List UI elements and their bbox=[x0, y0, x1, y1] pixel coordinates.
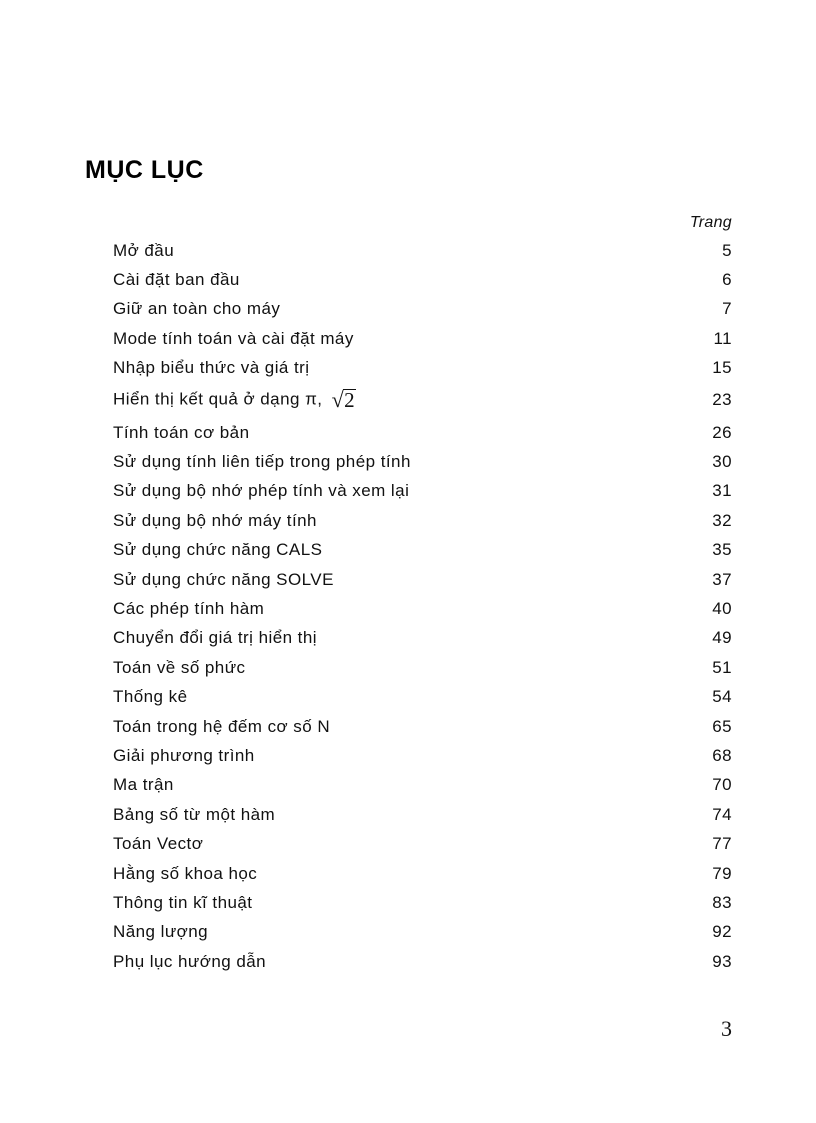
toc-entry-page: 74 bbox=[712, 804, 732, 824]
toc-entry bbox=[113, 594, 732, 623]
toc-entry-label: Năng lượng bbox=[113, 922, 209, 942]
toc-entry-page: 30 bbox=[712, 452, 732, 472]
toc-entry-page: 23 bbox=[712, 390, 732, 410]
page-title: MỤC LỤC bbox=[85, 156, 204, 184]
toc-entry-page: 54 bbox=[712, 687, 732, 707]
toc-entry-label: Hằng số khoa học bbox=[113, 863, 258, 883]
toc-entry bbox=[113, 236, 732, 265]
toc-entry-page: 65 bbox=[712, 716, 732, 736]
toc-entry-label: Toán trong hệ đếm cơ số N bbox=[113, 716, 331, 736]
toc-entry-page: 93 bbox=[712, 951, 732, 971]
table-of-contents bbox=[113, 236, 732, 976]
toc-entry bbox=[113, 565, 732, 594]
toc-entry-label: Sử dụng chức năng CALS bbox=[113, 540, 323, 560]
toc-entry bbox=[113, 295, 732, 324]
toc-entry-page: 35 bbox=[712, 540, 732, 560]
toc-entry-label: Tính toán cơ bản bbox=[113, 422, 250, 442]
toc-entry bbox=[113, 477, 732, 506]
toc-entry bbox=[113, 624, 732, 653]
toc-entry-label: Sử dụng bộ nhớ phép tính và xem lại bbox=[113, 481, 410, 501]
toc-entry-page: 6 bbox=[722, 270, 732, 290]
square-root-symbol: √ bbox=[331, 387, 345, 413]
toc-entry bbox=[113, 506, 732, 535]
toc-entry-label: Toán Vectơ bbox=[113, 834, 204, 854]
toc-entry bbox=[113, 947, 732, 976]
toc-entry-label: Nhập biểu thức và giá trị bbox=[113, 358, 310, 378]
toc-entry-page: 49 bbox=[712, 628, 732, 648]
toc-entry-page: 26 bbox=[712, 422, 732, 442]
toc-entry-label: Giữ an toàn cho máy bbox=[113, 299, 281, 319]
page-number: 3 bbox=[721, 1016, 732, 1041]
toc-entry-page: 15 bbox=[712, 358, 732, 378]
toc-entry-page: 40 bbox=[712, 598, 732, 618]
page-column-header: Trang bbox=[689, 214, 732, 231]
toc-entry-label: Cài đặt ban đầu bbox=[113, 270, 240, 290]
toc-entry-label: Thống kê bbox=[113, 687, 188, 707]
square-root-expression bbox=[332, 389, 356, 411]
toc-entry bbox=[113, 800, 732, 829]
toc-entry-label: Sử dụng tính liên tiếp trong phép tính bbox=[113, 452, 411, 472]
toc-entry bbox=[113, 447, 732, 476]
toc-entry-label: Sử dụng bộ nhớ máy tính bbox=[113, 510, 317, 530]
toc-entry-label: Mode tính toán và cài đặt máy bbox=[113, 328, 354, 348]
toc-entry bbox=[113, 918, 732, 947]
toc-entry bbox=[113, 829, 732, 858]
toc-entry-label: Giải phương trình bbox=[113, 745, 255, 765]
square-root-argument: 2 bbox=[344, 388, 356, 413]
toc-entry bbox=[113, 536, 732, 565]
toc-entry-label: Mở đầu bbox=[113, 240, 175, 260]
toc-entry-page: 7 bbox=[722, 299, 732, 319]
toc-entry-label: Các phép tính hàm bbox=[113, 598, 265, 618]
toc-entry bbox=[113, 265, 732, 294]
toc-entry-page: 37 bbox=[712, 569, 732, 589]
toc-entry bbox=[113, 741, 732, 770]
toc-entry-label: Bảng số từ một hàm bbox=[113, 804, 276, 824]
toc-entry bbox=[113, 383, 732, 418]
toc-entry bbox=[113, 418, 732, 447]
toc-entry bbox=[113, 324, 732, 353]
toc-entry-label: Phụ lục hướng dẫn bbox=[113, 951, 267, 971]
toc-entry-page: 92 bbox=[712, 922, 732, 942]
toc-entry-label: Chuyển đổi giá trị hiển thị bbox=[113, 628, 317, 648]
toc-entry-label: Thông tin kĩ thuật bbox=[113, 892, 253, 912]
toc-entry-page: 11 bbox=[713, 328, 732, 348]
toc-entry bbox=[113, 888, 732, 917]
toc-entry-page: 79 bbox=[712, 863, 732, 883]
toc-entry bbox=[113, 712, 732, 741]
toc-entry-page: 51 bbox=[712, 657, 732, 677]
toc-entry-page: 31 bbox=[712, 481, 732, 501]
toc-entry-label: Toán về số phức bbox=[113, 657, 246, 677]
toc-entry bbox=[113, 771, 732, 800]
toc-entry-page: 32 bbox=[712, 510, 732, 530]
toc-entry-label-group bbox=[113, 389, 356, 411]
toc-entry-page: 70 bbox=[712, 775, 732, 795]
toc-entry bbox=[113, 682, 732, 711]
toc-entry-page: 5 bbox=[722, 240, 732, 260]
toc-entry bbox=[113, 859, 732, 888]
toc-entry-page: 83 bbox=[712, 892, 732, 912]
toc-entry bbox=[113, 653, 732, 682]
toc-entry-label: Sử dụng chức năng SOLVE bbox=[113, 569, 334, 589]
toc-entry-page: 68 bbox=[712, 745, 732, 765]
toc-entry-label: Ma trận bbox=[113, 775, 174, 795]
toc-entry-page: 77 bbox=[712, 834, 732, 854]
toc-entry bbox=[113, 354, 732, 383]
toc-entry-label: Hiển thị kết quả ở dạng π, bbox=[113, 389, 323, 409]
